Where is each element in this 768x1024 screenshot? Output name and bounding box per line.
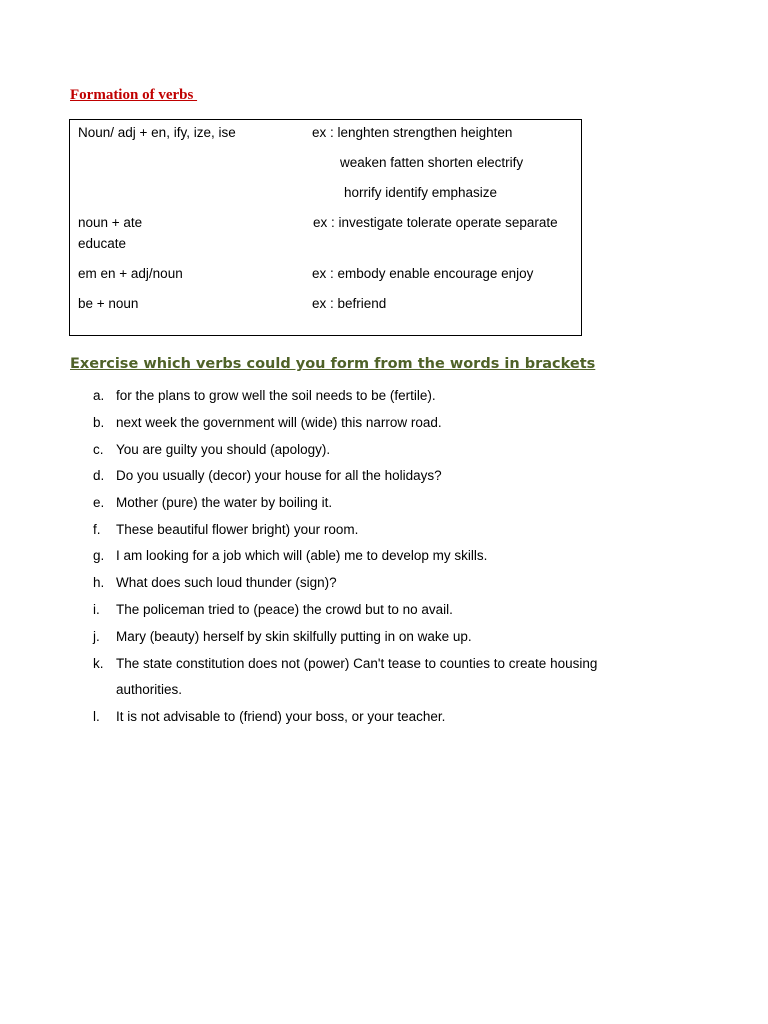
exercise-sentence: Do you usually (decor) your house for all the holidays? [116, 468, 442, 483]
list-marker: l. [93, 709, 100, 724]
exercise-sentence: The state constitution does not (power) Can't tease to counties to create housing [116, 656, 598, 671]
list-marker: h. [93, 575, 105, 590]
exercise-sentence: Mary (beauty) herself by skin skilfully putting in on wake up. [116, 629, 472, 644]
rule-pattern: educate [78, 236, 127, 251]
rule-example: ex : investigate tolerate operate separate [313, 215, 558, 230]
exercise-sentence: These beautiful flower bright) your room. [116, 522, 359, 537]
list-marker: i. [93, 602, 100, 617]
rule-pattern: em en + adj/noun [78, 266, 183, 281]
rule-example: horrify identify emphasize [344, 185, 498, 200]
list-marker: c. [93, 442, 104, 457]
exercise-title: Exercise which verbs could you form from the words in brackets [70, 356, 596, 372]
rule-pattern: Noun/ adj + en, ify, ize, ise [78, 125, 236, 140]
verb-formation-table [69, 119, 582, 336]
exercise-sentence: What does such loud thunder (sign)? [116, 575, 337, 590]
rule-example: weaken fatten shorten electrify [340, 155, 524, 170]
rule-example: ex : embody enable encourage enjoy [312, 266, 534, 281]
list-marker: f. [93, 522, 101, 537]
list-marker: d. [93, 468, 105, 483]
exercise-sentence: for the plans to grow well the soil needs to be (fertile). [116, 388, 436, 403]
page-heading: Formation of verbs [70, 87, 198, 103]
exercise-sentence: The policeman tried to (peace) the crowd but to no avail. [116, 602, 453, 617]
exercise-sentence: I am looking for a job which will (able) me to develop my skills. [116, 548, 488, 563]
exercise-sentence: authorities. [116, 682, 183, 697]
exercise-sentence: next week the government will (wide) this narrow road. [116, 415, 442, 430]
exercise-sentence: You are guilty you should (apology). [116, 442, 331, 457]
rule-example: ex : lenghten strengthen heighten [312, 125, 513, 140]
rule-pattern: be + noun [78, 296, 139, 311]
rule-example: ex : befriend [312, 296, 387, 311]
list-marker: k. [93, 656, 104, 671]
list-marker: b. [93, 415, 105, 430]
list-marker: e. [93, 495, 105, 510]
list-marker: a. [93, 388, 105, 403]
list-marker: j. [93, 629, 100, 644]
list-marker: g. [93, 548, 105, 563]
exercise-sentence: Mother (pure) the water by boiling it. [116, 495, 333, 510]
rule-pattern: noun + ate [78, 215, 143, 230]
exercise-sentence: It is not advisable to (friend) your boss, or your teacher. [116, 709, 446, 724]
